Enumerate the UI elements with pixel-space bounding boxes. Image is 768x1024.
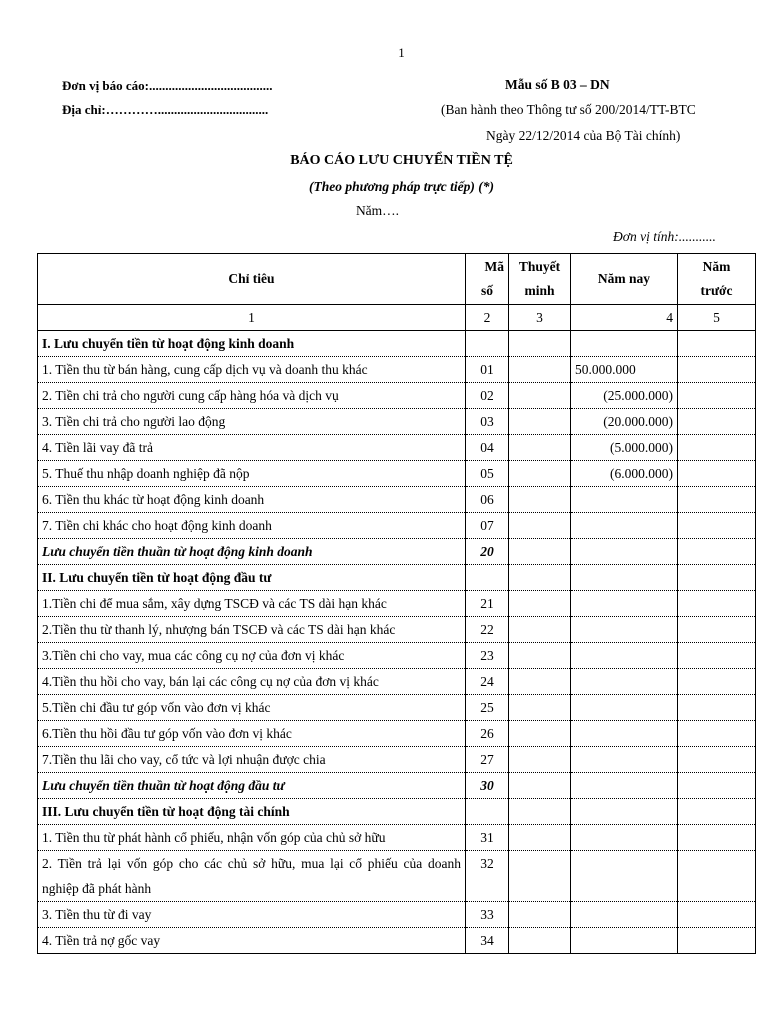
code-cell: 32	[466, 851, 509, 902]
this-year-cell	[571, 643, 678, 669]
code-cell: 03	[466, 409, 509, 435]
note-cell	[509, 902, 571, 928]
table-row	[38, 773, 756, 799]
indicator-cell: 4.Tiền thu hồi cho vay, bán lại các công cụ nợ của đơn vị khác	[38, 669, 466, 695]
last-year-cell	[678, 695, 756, 721]
header-note-line2: minh	[524, 283, 555, 298]
table-row	[38, 331, 756, 357]
this-year-cell: (25.000.000)	[571, 383, 678, 409]
table-row	[38, 851, 756, 902]
this-year-cell	[571, 773, 678, 799]
note-cell	[509, 669, 571, 695]
code-cell: 26	[466, 721, 509, 747]
code-cell: 33	[466, 902, 509, 928]
header-code	[466, 254, 509, 305]
note-cell	[509, 643, 571, 669]
table-row	[38, 357, 756, 383]
last-year-cell	[678, 851, 756, 902]
table-row	[38, 617, 756, 643]
header-code-line1: Mã	[484, 259, 504, 274]
indicator-cell: 5.Tiền chi đầu tư góp vốn vào đơn vị khác	[38, 695, 466, 721]
indicator-cell: 2.Tiền thu từ thanh lý, nhượng bán TSCĐ và các TS dài hạn khác	[38, 617, 466, 643]
code-cell	[466, 331, 509, 357]
reporting-unit-label: Đơn vị báo cáo:......................................	[62, 78, 273, 93]
this-year-cell	[571, 617, 678, 643]
this-year-cell	[571, 539, 678, 565]
this-year-cell	[571, 747, 678, 773]
last-year-cell	[678, 487, 756, 513]
last-year-cell	[678, 331, 756, 357]
index-cell: 3	[509, 305, 571, 331]
this-year-cell	[571, 928, 678, 954]
last-year-cell	[678, 565, 756, 591]
indicator-cell: 1.Tiền chi để mua sắm, xây dựng TSCĐ và các TS dài hạn khác	[38, 591, 466, 617]
table-row	[38, 383, 756, 409]
header-last-year-line2: trước	[700, 283, 733, 298]
note-cell	[509, 773, 571, 799]
table-row	[38, 487, 756, 513]
last-year-cell	[678, 773, 756, 799]
indicator-cell: 6.Tiền thu hồi đầu tư góp vốn vào đơn vị khác	[38, 721, 466, 747]
last-year-cell	[678, 643, 756, 669]
last-year-cell	[678, 357, 756, 383]
indicator-cell: II. Lưu chuyển tiền từ hoạt động đầu tư	[38, 565, 466, 591]
code-cell: 02	[466, 383, 509, 409]
code-cell: 31	[466, 825, 509, 851]
note-cell	[509, 409, 571, 435]
note-cell	[509, 539, 571, 565]
header-code-line2: số	[480, 283, 493, 298]
index-cell: 4	[571, 305, 678, 331]
last-year-cell	[678, 799, 756, 825]
this-year-cell	[571, 565, 678, 591]
last-year-cell	[678, 721, 756, 747]
indicator-cell: 3. Tiền chi trả cho người lao động	[38, 409, 466, 435]
last-year-cell	[678, 669, 756, 695]
indicator-cell: 7.Tiền thu lãi cho vay, cổ tức và lợi nhuận được chia	[38, 747, 466, 773]
note-cell	[509, 487, 571, 513]
table-row	[38, 409, 756, 435]
this-year-cell: (6.000.000)	[571, 461, 678, 487]
issued-date: Ngày 22/12/2014 của Bộ Tài chính)	[486, 128, 681, 143]
table-row	[38, 721, 756, 747]
index-cell: 2	[466, 305, 509, 331]
indicator-cell: Lưu chuyển tiền thuần từ hoạt động kinh doanh	[38, 539, 466, 565]
note-cell	[509, 591, 571, 617]
indicator-cell: 4. Tiền trả nợ gốc vay	[38, 928, 466, 954]
code-cell: 01	[466, 357, 509, 383]
table-row	[38, 799, 756, 825]
indicator-cell: 7. Tiền chi khác cho hoạt động kinh doanh	[38, 513, 466, 539]
this-year-cell	[571, 669, 678, 695]
code-cell: 04	[466, 435, 509, 461]
note-cell	[509, 383, 571, 409]
note-cell	[509, 695, 571, 721]
note-cell	[509, 825, 571, 851]
this-year-cell	[571, 695, 678, 721]
note-cell	[509, 331, 571, 357]
this-year-cell: (20.000.000)	[571, 409, 678, 435]
report-title: BÁO CÁO LƯU CHUYỂN TIỀN TỆ	[290, 153, 513, 168]
note-cell	[509, 513, 571, 539]
table-row	[38, 747, 756, 773]
this-year-cell	[571, 513, 678, 539]
this-year-cell: (5.000.000)	[571, 435, 678, 461]
this-year-cell	[571, 721, 678, 747]
last-year-cell	[678, 825, 756, 851]
code-cell	[466, 565, 509, 591]
table-row	[38, 513, 756, 539]
indicator-cell: 6. Tiền thu khác từ hoạt động kinh doanh	[38, 487, 466, 513]
this-year-cell: 50.000.000	[571, 357, 678, 383]
last-year-cell	[678, 928, 756, 954]
header-indicator: Chỉ tiêu	[38, 254, 466, 305]
table-row	[38, 928, 756, 954]
this-year-cell	[571, 851, 678, 902]
code-cell: 27	[466, 747, 509, 773]
note-cell	[509, 357, 571, 383]
note-cell	[509, 747, 571, 773]
last-year-cell	[678, 747, 756, 773]
indicator-cell: 3. Tiền thu từ đi vay	[38, 902, 466, 928]
column-index-row	[38, 305, 756, 331]
note-cell	[509, 617, 571, 643]
table-row	[38, 539, 756, 565]
table-row	[38, 669, 756, 695]
last-year-cell	[678, 617, 756, 643]
note-cell	[509, 435, 571, 461]
table-row	[38, 695, 756, 721]
note-cell	[509, 565, 571, 591]
indicator-cell: 2. Tiền trả lại vốn góp cho các chủ sở hữu, mua lại cổ phiếu của doanh nghiệp đã phát hành	[38, 851, 466, 902]
note-cell	[509, 851, 571, 902]
indicator-cell: 1. Tiền thu từ bán hàng, cung cấp dịch vụ và doanh thu khác	[38, 357, 466, 383]
this-year-cell	[571, 902, 678, 928]
note-cell	[509, 721, 571, 747]
table-row	[38, 825, 756, 851]
code-cell: 06	[466, 487, 509, 513]
code-cell: 05	[466, 461, 509, 487]
header-note	[509, 254, 571, 305]
last-year-cell	[678, 591, 756, 617]
form-number: Mẫu số B 03 – DN	[505, 77, 610, 92]
last-year-cell	[678, 435, 756, 461]
header-last-year	[678, 254, 756, 305]
last-year-cell	[678, 902, 756, 928]
code-cell: 22	[466, 617, 509, 643]
code-cell: 30	[466, 773, 509, 799]
code-cell	[466, 799, 509, 825]
last-year-cell	[678, 539, 756, 565]
indicator-cell: 4. Tiền lãi vay đã trả	[38, 435, 466, 461]
code-cell: 07	[466, 513, 509, 539]
last-year-cell	[678, 409, 756, 435]
table-row	[38, 461, 756, 487]
code-cell: 25	[466, 695, 509, 721]
issued-by: (Ban hành theo Thông tư số 200/2014/TT-BTC	[441, 102, 696, 117]
cash-flow-table	[37, 253, 756, 954]
note-cell	[509, 799, 571, 825]
table-row	[38, 435, 756, 461]
indicator-cell: Lưu chuyển tiền thuần từ hoạt động đầu tư	[38, 773, 466, 799]
code-cell: 20	[466, 539, 509, 565]
address-label: Địa chỉ:…………..................................	[62, 102, 269, 117]
report-year: Năm….	[355, 203, 400, 218]
code-cell: 23	[466, 643, 509, 669]
indicator-cell: III. Lưu chuyển tiền từ hoạt động tài chính	[38, 799, 466, 825]
currency-unit: Đơn vị tính:...........	[613, 229, 716, 244]
table-header-row	[38, 254, 756, 305]
code-cell: 24	[466, 669, 509, 695]
indicator-cell: 1. Tiền thu từ phát hành cổ phiếu, nhận vốn góp của chủ sở hữu	[38, 825, 466, 851]
table-row	[38, 565, 756, 591]
indicator-cell: 3.Tiền chi cho vay, mua các công cụ nợ của đơn vị khác	[38, 643, 466, 669]
indicator-cell: 5. Thuế thu nhập doanh nghiệp đã nộp	[38, 461, 466, 487]
indicator-cell: 2. Tiền chi trả cho người cung cấp hàng hóa và dịch vụ	[38, 383, 466, 409]
code-cell: 34	[466, 928, 509, 954]
this-year-cell	[571, 331, 678, 357]
indicator-cell: I. Lưu chuyển tiền từ hoạt động kinh doanh	[38, 331, 466, 357]
code-cell: 21	[466, 591, 509, 617]
header-note-line1: Thuyết	[518, 259, 561, 274]
index-cell: 1	[38, 305, 466, 331]
report-subtitle: (Theo phương pháp trực tiếp) (*)	[308, 179, 495, 194]
this-year-cell	[571, 487, 678, 513]
table-row	[38, 902, 756, 928]
note-cell	[509, 928, 571, 954]
last-year-cell	[678, 383, 756, 409]
page-number: 1	[398, 45, 405, 60]
table-row	[38, 643, 756, 669]
this-year-cell	[571, 591, 678, 617]
index-cell: 5	[678, 305, 756, 331]
note-cell	[509, 461, 571, 487]
table-row	[38, 591, 756, 617]
this-year-cell	[571, 825, 678, 851]
header-this-year: Năm nay	[571, 254, 678, 305]
last-year-cell	[678, 513, 756, 539]
last-year-cell	[678, 461, 756, 487]
header-last-year-line1: Năm	[702, 259, 731, 274]
this-year-cell	[571, 799, 678, 825]
